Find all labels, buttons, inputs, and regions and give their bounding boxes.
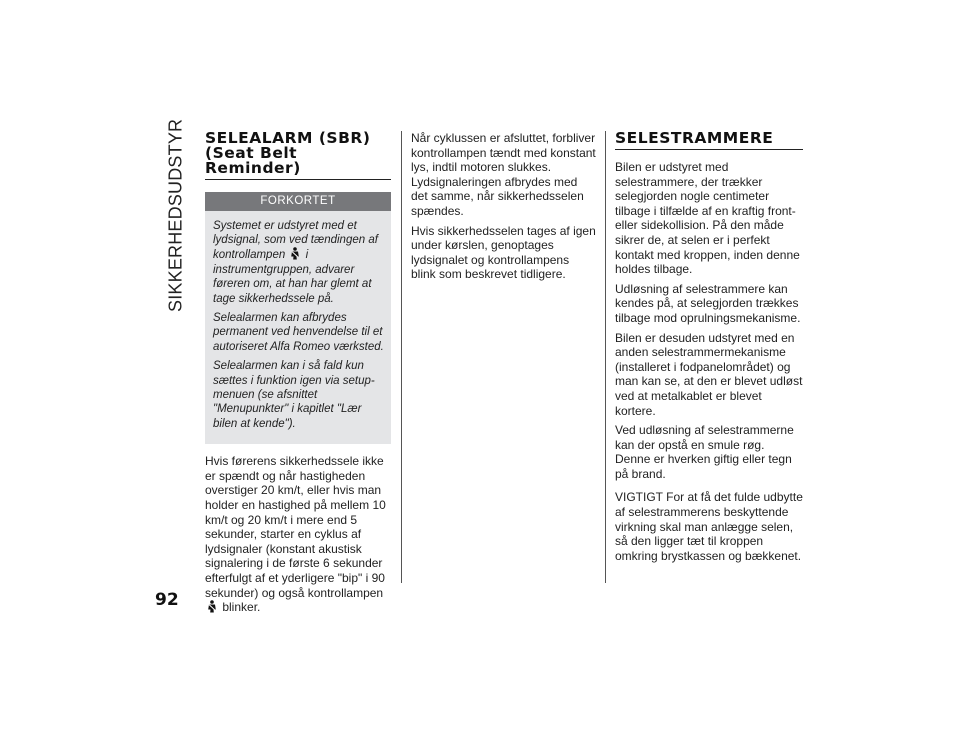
sbr-body-paragraph	[205, 454, 391, 615]
note-text-after-icon: i instrumentgruppen, advarer føreren om, at han har glemt at tage sikkerhedssele på.	[213, 249, 372, 305]
sbr-heading: SELEALARM (SBR) (Seat Belt Reminder)	[205, 131, 391, 180]
column-divider-left	[401, 131, 402, 583]
page-number: 92	[155, 590, 179, 610]
middle-column	[411, 131, 597, 287]
right-column	[615, 131, 803, 568]
middle-paragraph-2: Hvis sikkerhedsselen tages af igen under kørslen, genoptages lydsignalet og kontrollampens blink som beskrevet tidligere.	[411, 223, 596, 282]
middle-paragraph-1: Når cyklussen er afsluttet, forbliver kontrollampen tændt med konstant lys, indtil motoren slukkes. Lydsignaleringen afbrydes med det samme, når sikkerhedsselen spændes.	[411, 131, 596, 218]
right-paragraph-2: Udløsning af selestrammere kan kendes på, at selegjorden trækkes tilbage mod oprulningsmekanisme.	[615, 281, 801, 325]
right-paragraph-5: VIGTIGT For at få det fulde udbytte af selestrammerens beskyttende virkning skal man anlægge selen, så den ligger tæt til kroppen omkring brystkassen og bækkenet.	[615, 490, 803, 563]
right-paragraph-1: Bilen er udstyret med selestrammere, der trækker selegjorden nogle centimeter tilbage i tilfælde af en kraftig front- eller sidekollision. På den måde sikrer de, at selen er i perfekt kontakt med kroppen, inden denne holdes tilbage.	[615, 160, 800, 277]
note-body	[205, 219, 391, 445]
note-paragraph-2: Selealarmen kan afbrydes permanent ved henvendelse til et autoriseret Alfa Romeo værksted.	[213, 312, 384, 353]
note-box	[205, 192, 391, 444]
seat-belt-warning-icon	[206, 600, 218, 613]
right-paragraph-4: Ved udløsning af selestrammerne kan der opstå en smule røg. Denne er hverken giftig eller tegn på brand.	[615, 423, 794, 481]
note-text-before-icon: Systemet er udstyret med et lydsignal, som ved tændingen af kontrollampen	[213, 219, 378, 262]
chapter-tab: SIKKERHEDSUDSTYR	[165, 118, 186, 312]
seat-belt-warning-icon	[289, 247, 301, 260]
sbr-body-after-icon: blinker.	[222, 600, 261, 615]
selestrammere-heading: SELESTRAMMERE	[615, 131, 803, 150]
sbr-body-before-icon: Hvis førerens sikkerhedssele ikke er spændt og når hastigheden overstiger 20 km/t, eller hvis man holder en hastighed på mellem 10 km/t og 20 km/t i mere end 5 sekunder, starter en cyklus af lydsignaler (konstant akustisk signalering i de første 6 sekunder efterfulgt af et yderligere "bip" i 90 sekunder) og også kontrollampen	[205, 454, 386, 600]
left-column	[205, 131, 391, 620]
right-paragraph-3: Bilen er desuden udstyret med en anden selestrammermekanisme (installeret i fodpanelområdet) og man kan se, at den er blevet udløst ved at metalkablet er blevet kortere.	[615, 330, 803, 418]
note-paragraph-3: Selealarmen kan i så fald kun sættes i funktion igen via setup-menuen (se afsnittet "Menupunkter" i kapitlet "Lær bilen at kende").	[213, 360, 375, 430]
column-divider-right	[605, 131, 606, 583]
note-paragraph-1	[213, 219, 385, 306]
note-title: FORKORTET	[205, 192, 391, 211]
